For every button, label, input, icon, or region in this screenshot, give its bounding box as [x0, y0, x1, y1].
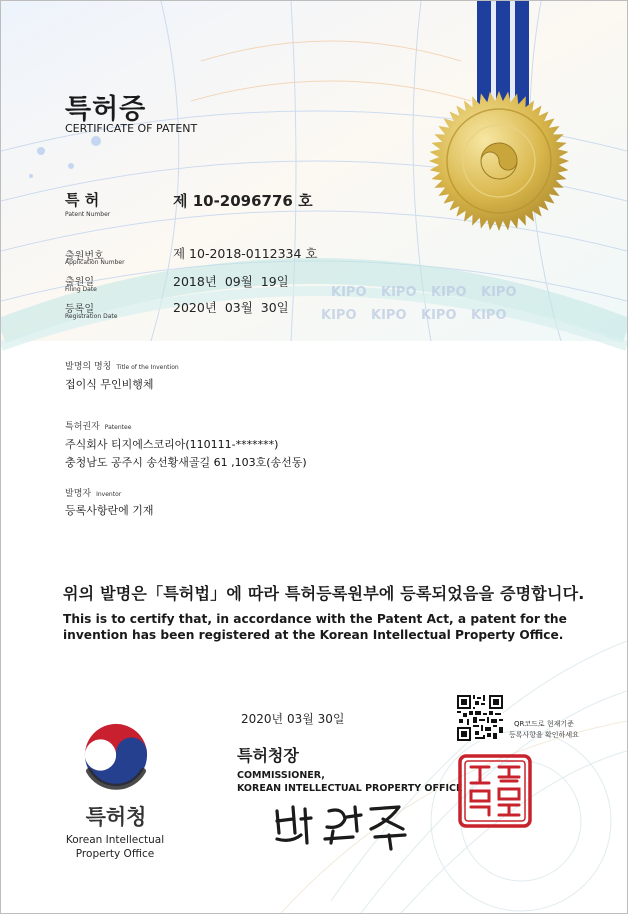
patent-number-label-en: Patent Number: [65, 211, 111, 218]
inventor-label-en: Inventor: [96, 491, 122, 498]
registration-date-value: 2020년 03월 30일: [173, 300, 289, 315]
filing-date-value: 2018년 09월 19일: [173, 274, 289, 289]
inventor-value: 등록사항란에 기재: [65, 504, 154, 517]
patentee-address: 충청남도 공주시 송선황새골길 61 ,103호(송선동): [65, 456, 307, 469]
watermark-kipo-6: KIPO: [371, 308, 407, 323]
filing-date-label-ko: 출원일: [65, 277, 94, 288]
application-number-label-ko: 출원번호: [65, 251, 104, 262]
watermark-kipo-8: KIPO: [471, 308, 507, 323]
commissioner-signature: [271, 799, 411, 851]
qr-code-icon[interactable]: [457, 695, 503, 741]
inventor-label-ko: 발명자: [65, 489, 92, 499]
inventor-label: [65, 486, 121, 499]
gold-seal-icon: [419, 1, 609, 251]
kipo-name-en-line1: Korean Intellectual: [65, 834, 165, 846]
patent-number-value: 제 10-2096776 호: [173, 192, 313, 210]
qr-note-line2: 등록사항을 확인하세요: [509, 731, 579, 739]
patentee-name: 주식회사 티지에스코리아(110111-*******): [65, 438, 279, 451]
commissioner-title-en-line1: COMMISSIONER,: [237, 770, 325, 781]
kipo-name-ko: 특허청: [85, 805, 147, 829]
watermark-kipo-1: KIPO: [331, 285, 367, 300]
filing-date-label-en: Filing Date: [65, 286, 97, 293]
patentee-label: [65, 419, 131, 432]
watermark-kipo-4: KIPO: [481, 285, 517, 300]
watermark-kipo-3: KIPO: [431, 285, 467, 300]
watermark-kipo-5: KIPO: [321, 308, 357, 323]
qr-note-line1: QR코드로 현재기준: [513, 720, 574, 728]
patentee-label-ko: 특허권자: [65, 422, 100, 432]
qr-note: [509, 719, 579, 741]
issue-date: 2020년 03월 30일: [241, 712, 345, 726]
commissioner-title-en: [237, 769, 462, 795]
patentee-label-en: Patentee: [104, 424, 132, 431]
certificate-title-ko: 특허증: [65, 94, 147, 125]
certificate-title-en: CERTIFICATE OF PATENT: [65, 122, 198, 135]
certification-statement-en: This is to certify that, in accordance with the Patent Act, a patent for the invention has been registered at the Korean Intellectual Property Office.: [63, 612, 567, 642]
application-number-label-en: Application Number: [65, 259, 125, 266]
registration-date-label-ko: 등록일: [65, 304, 94, 315]
patent-number-label-ko: 특 허: [65, 191, 100, 209]
invention-title-value: 접이식 무인비행체: [65, 378, 154, 391]
official-seal-stamp: [457, 753, 533, 829]
invention-title-label: [65, 359, 179, 372]
watermark-kipo-2: KIPO: [381, 285, 417, 300]
kipo-name-en: [55, 833, 175, 861]
invention-title-label-ko: 발명의 명칭: [65, 362, 112, 372]
invention-title-label-en: Title of the Invention: [116, 364, 179, 371]
kipo-name-en-line2: Property Office: [75, 848, 155, 860]
watermark-kipo-7: KIPO: [421, 308, 457, 323]
commissioner-title-en-line2: KOREAN INTELLECTUAL PROPERTY OFFICE: [237, 783, 463, 794]
kipo-logo-icon: [77, 713, 155, 791]
application-number-value: 제 10-2018-0112334 호: [173, 246, 318, 261]
commissioner-title-ko: 특허청장: [237, 746, 299, 765]
certification-statement-ko: 위의 발명은「특허법」에 따라 특허등록원부에 등록되었음을 증명합니다.: [63, 584, 585, 603]
registration-date-label-en: Registration Date: [65, 313, 118, 320]
